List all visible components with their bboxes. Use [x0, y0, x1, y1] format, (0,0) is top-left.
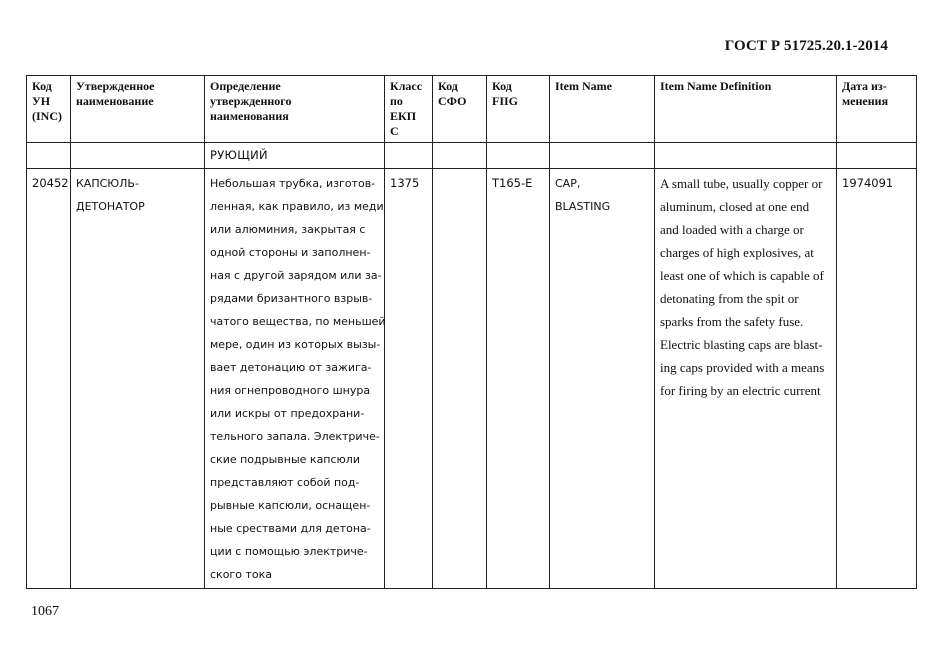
text-line: СФО: [438, 94, 467, 108]
text-line: УН: [32, 94, 51, 108]
header-approved-definition: [205, 76, 385, 143]
text-line: Утвержденное: [76, 79, 155, 93]
cont-cell-item-name-definition: [655, 143, 837, 169]
text-line: тельного запала. Электриче-: [210, 430, 380, 443]
text-line: ные срествами для детона-: [210, 522, 371, 535]
text-line: ского тока: [210, 568, 272, 581]
continuation-row: [27, 143, 917, 169]
approved-definition-text: [210, 172, 386, 586]
approved-name-text: [76, 172, 199, 218]
table-header-row: [27, 76, 917, 143]
text-line: Определение: [210, 79, 281, 93]
cell-approved-name: [71, 169, 205, 589]
text-line: КАПСЮЛЬ-: [76, 177, 139, 190]
text-line: одной стороны и заполнен-: [210, 246, 371, 259]
text-line: least one of which is capable of: [660, 268, 824, 283]
cont-cell-fiig-code: [487, 143, 550, 169]
cont-cell-ekps-class: [385, 143, 433, 169]
classification-table: [26, 75, 917, 589]
text-line: по: [390, 94, 403, 108]
cell-change-date: [837, 169, 917, 589]
item-name-text: [555, 172, 649, 218]
text-line: detonating from the spit or: [660, 291, 799, 306]
cell-sfo-code: [433, 169, 487, 589]
cell-code-un: [27, 169, 71, 589]
text-line: Дата из-: [842, 79, 887, 93]
text-line: Item Name Definition: [660, 79, 772, 93]
text-line: или искры от предохрани-: [210, 407, 365, 420]
document-standard-id: ГОСТ Р 51725.20.1-2014: [724, 38, 888, 54]
text-line: наименование: [76, 94, 154, 108]
text-line: ЕКП: [390, 109, 417, 123]
cell-item-name-definition: [655, 169, 837, 589]
cell-item-name: [550, 169, 655, 589]
text-line: Небольшая трубка, изготов-: [210, 177, 376, 190]
text-line: наименования: [210, 109, 289, 123]
text-line: представляют собой под-: [210, 476, 360, 489]
fiig-code-value: T165-E: [492, 176, 533, 190]
cont-cell-code-un: [27, 143, 71, 169]
cell-fiig-code: [487, 169, 550, 589]
text-line: ing caps provided with a means: [660, 360, 825, 375]
text-line: ленная, как правило, из меди: [210, 200, 384, 213]
header-ekps-class: [385, 76, 433, 143]
cont-cell-change-date: [837, 143, 917, 169]
text-line: чатого вещества, по меньшей: [210, 315, 386, 328]
text-line: BLASTING: [555, 200, 611, 213]
text-line: sparks from the safety fuse.: [660, 314, 804, 329]
text-line: and loaded with a charge or: [660, 222, 804, 237]
change-date-value: 1974091: [842, 176, 894, 190]
header-change-date: [837, 76, 917, 143]
header-sfo-code: [433, 76, 487, 143]
text-line: FIIG: [492, 94, 519, 108]
text-line: ния огнепроводного шнура: [210, 384, 371, 397]
header-approved-name: [71, 76, 205, 143]
text-line: ции с помощью электриче-: [210, 545, 368, 558]
text-line: Код: [492, 79, 512, 93]
header-item-name-definition: [655, 76, 837, 143]
definition-continuation-text: РУЮЩИЙ: [210, 148, 268, 162]
text-line: ная с другой зарядом или за-: [210, 269, 382, 282]
text-line: С: [390, 124, 399, 138]
text-line: рывные капсюли, оснащен-: [210, 499, 371, 512]
text-line: for firing by an electric current: [660, 383, 821, 398]
text-line: Код: [32, 79, 52, 93]
text-line: Класс: [390, 79, 423, 93]
text-line: вает детонацию от зажига-: [210, 361, 372, 374]
table-row: [27, 169, 917, 589]
text-line: ДЕТОНАТОР: [76, 200, 145, 213]
cont-cell-definition: [205, 143, 385, 169]
header-item-name: [550, 76, 655, 143]
text-line: мере, один из которых вызы-: [210, 338, 381, 351]
text-line: charges of high explosives, at: [660, 245, 814, 260]
text-line: Item Name: [555, 79, 612, 93]
header-code-un: [27, 76, 71, 143]
ekps-class-value: 1375: [390, 176, 420, 190]
text-line: aluminum, closed at one end: [660, 199, 810, 214]
text-line: рядами бризантного взрыв-: [210, 292, 373, 305]
text-line: Код: [438, 79, 458, 93]
text-line: Electric blasting caps are blast-: [660, 337, 823, 352]
cont-cell-item-name: [550, 143, 655, 169]
cell-approved-definition: [205, 169, 385, 589]
text-line: менения: [842, 94, 889, 108]
text-line: или алюминия, закрытая с: [210, 223, 366, 236]
page-number: 1067: [31, 604, 59, 619]
cont-cell-sfo-code: [433, 143, 487, 169]
item-name-definition-text: [660, 172, 831, 402]
cell-ekps-class: [385, 169, 433, 589]
text-line: утвержденного: [210, 94, 292, 108]
cont-cell-approved-name: [71, 143, 205, 169]
text-line: ские подрывные капсюли: [210, 453, 360, 466]
text-line: CAP,: [555, 177, 581, 190]
header-fiig-code: [487, 76, 550, 143]
code-un-value: 20452: [32, 176, 69, 190]
text-line: (INC): [32, 109, 62, 123]
text-line: A small tube, usually copper or: [660, 176, 823, 191]
